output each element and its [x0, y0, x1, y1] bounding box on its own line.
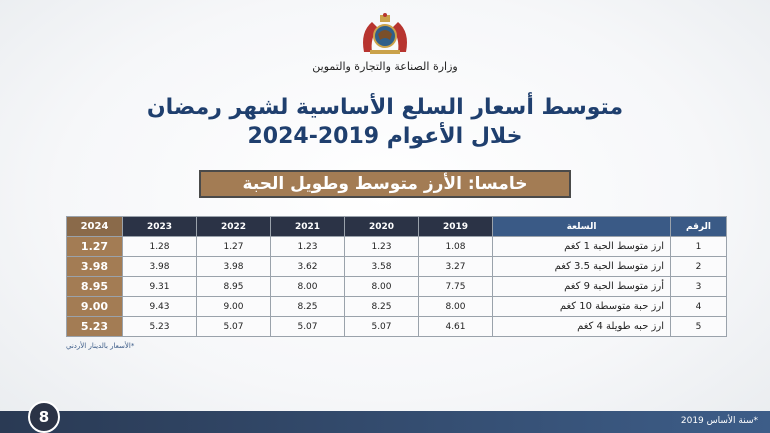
cell-2021: 8.25 [271, 297, 345, 317]
cell-2022: 9.00 [197, 297, 271, 317]
cell-2022: 8.95 [197, 277, 271, 297]
cell-2024: 8.95 [67, 277, 123, 297]
page-number: 8 [28, 401, 60, 433]
cell-2019: 8.00 [419, 297, 493, 317]
section-heading: خامسا: الأرز متوسط وطويل الحبة [199, 170, 571, 198]
cell-2023: 9.31 [123, 277, 197, 297]
cell-2023: 3.98 [123, 257, 197, 277]
table-row [67, 317, 727, 337]
cell-2022: 1.27 [197, 237, 271, 257]
cell-2019: 4.61 [419, 317, 493, 337]
cell-2024: 5.23 [67, 317, 123, 337]
cell-2021: 3.62 [271, 257, 345, 277]
prices-table [66, 216, 727, 337]
cell-2024: 1.27 [67, 237, 123, 257]
header-2023: 2023 [123, 217, 197, 237]
header-2021: 2021 [271, 217, 345, 237]
header-2024: 2024 [67, 217, 123, 237]
footer-bar [0, 411, 770, 433]
header-2020: 2020 [345, 217, 419, 237]
ministry-name: وزارة الصناعة والتجارة والتموين [312, 60, 458, 73]
cell-2023: 9.43 [123, 297, 197, 317]
table-row [67, 237, 727, 257]
header-item: السلعة [493, 217, 671, 237]
cell-num: 2 [671, 257, 727, 277]
cell-item: ارز حبه طويلة 4 كغم [493, 317, 671, 337]
table-header-row [67, 217, 727, 237]
cell-2020: 5.07 [345, 317, 419, 337]
cell-num: 3 [671, 277, 727, 297]
cell-2019: 3.27 [419, 257, 493, 277]
cell-2022: 5.07 [197, 317, 271, 337]
table-row [67, 277, 727, 297]
table-row [67, 257, 727, 277]
cell-2020: 8.25 [345, 297, 419, 317]
cell-2023: 5.23 [123, 317, 197, 337]
cell-item: ارز متوسط الحبة 3.5 كغم [493, 257, 671, 277]
cell-2022: 3.98 [197, 257, 271, 277]
cell-item: أرز متوسط الحبة 9 كغم [493, 277, 671, 297]
cell-2024: 3.98 [67, 257, 123, 277]
cell-2020: 3.58 [345, 257, 419, 277]
cell-2021: 1.23 [271, 237, 345, 257]
cell-2019: 7.75 [419, 277, 493, 297]
cell-2019: 1.08 [419, 237, 493, 257]
header-2022: 2022 [197, 217, 271, 237]
header-num: الرقم [671, 217, 727, 237]
cell-item: ارز حبة متوسطة 10 كغم [493, 297, 671, 317]
cell-2021: 5.07 [271, 317, 345, 337]
currency-note: *الأسعار بالدينار الأردني [66, 342, 135, 350]
cell-2024: 9.00 [67, 297, 123, 317]
cell-num: 1 [671, 237, 727, 257]
page-title: متوسط أسعار السلع الأساسية لشهر رمضان [146, 95, 624, 120]
cell-2021: 8.00 [271, 277, 345, 297]
cell-num: 5 [671, 317, 727, 337]
table-row [67, 297, 727, 317]
jordan-coat-of-arms-icon [358, 12, 412, 56]
base-year-note: *سنة الأساس 2019 [680, 416, 758, 426]
cell-num: 4 [671, 297, 727, 317]
cell-2023: 1.28 [123, 237, 197, 257]
cell-item: ارز متوسط الحبة 1 كغم [493, 237, 671, 257]
header-2019: 2019 [419, 217, 493, 237]
cell-2020: 8.00 [345, 277, 419, 297]
page-subtitle: خلال الأعوام 2019-2024 [247, 124, 523, 149]
cell-2020: 1.23 [345, 237, 419, 257]
